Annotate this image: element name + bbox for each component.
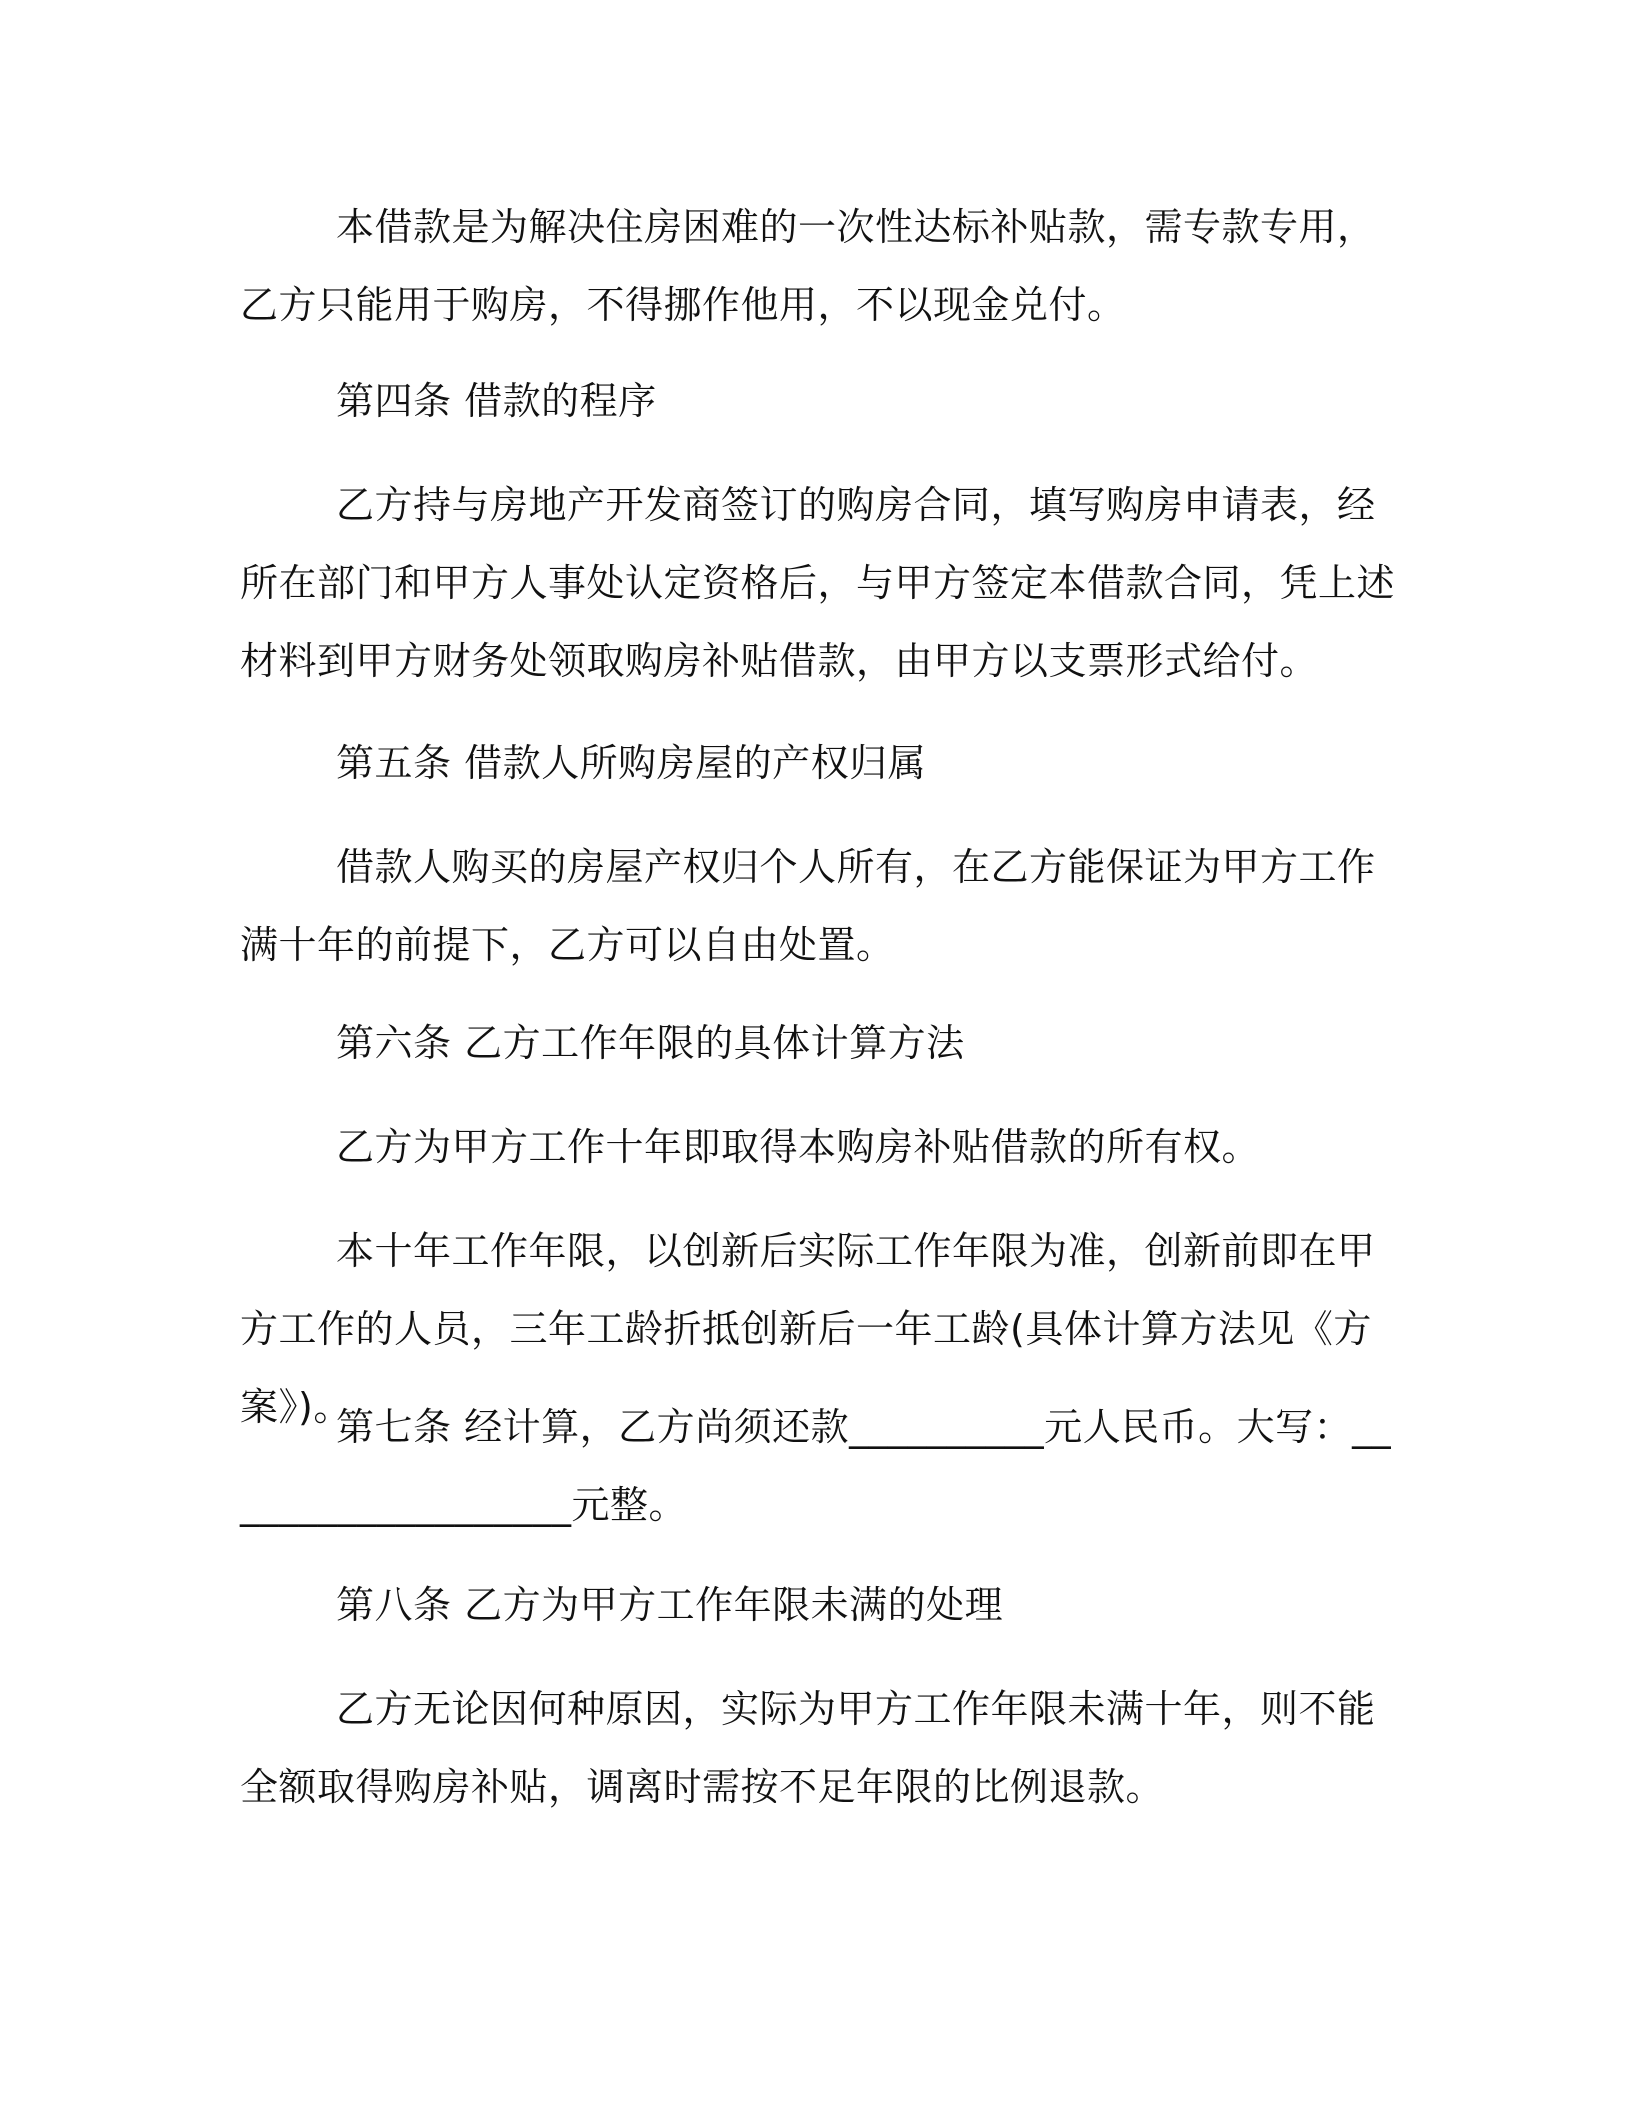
paragraph-loan-procedure: 乙方持与房地产开发商签订的购房合同，填写购房申请表，经所在部门和甲方人事处认定资格后，与甲方签定本借款合同，凭上述材料到甲方财务处领取购房补贴借款，由甲方以支票形式给付。	[240, 483, 1396, 683]
heading-article-8: 第八条 乙方为甲方工作年限未满的处理	[336, 1583, 1004, 1627]
paragraph-early-departure-refund: 乙方无论因何种原因，实际为甲方工作年限未满十年，则不能全额取得购房补贴，调离时需按不足年限的比例退款。	[240, 1687, 1376, 1809]
paragraph-property-ownership: 借款人购买的房屋产权归个人所有，在乙方能保证为甲方工作满十年的前提下，乙方可以自由处置。	[240, 845, 1376, 967]
paragraph-ten-year-ownership: 乙方为甲方工作十年即取得本购房补贴借款的所有权。	[336, 1125, 1261, 1169]
paragraph-work-years-calculation: 本十年工作年限，以创新后实际工作年限为准，创新前即在甲方工作的人员，三年工龄折抵创新后一年工龄(具体计算方法见《方案》)。	[240, 1229, 1376, 1429]
heading-article-4: 第四条 借款的程序	[336, 379, 657, 423]
heading-article-6: 第六条 乙方工作年限的具体计算方法	[336, 1021, 965, 1065]
paragraph-article-7-repayment: 第七条 经计算，乙方尚须还款__________元人民币。大写：___________________元整。	[240, 1405, 1392, 1527]
heading-article-5: 第五条 借款人所购房屋的产权归属	[336, 741, 927, 785]
paragraph-subsidy-purpose: 本借款是为解决住房困难的一次性达标补贴款，需专款专用，乙方只能用于购房，不得挪作他用，不以现金兑付。	[240, 205, 1376, 327]
